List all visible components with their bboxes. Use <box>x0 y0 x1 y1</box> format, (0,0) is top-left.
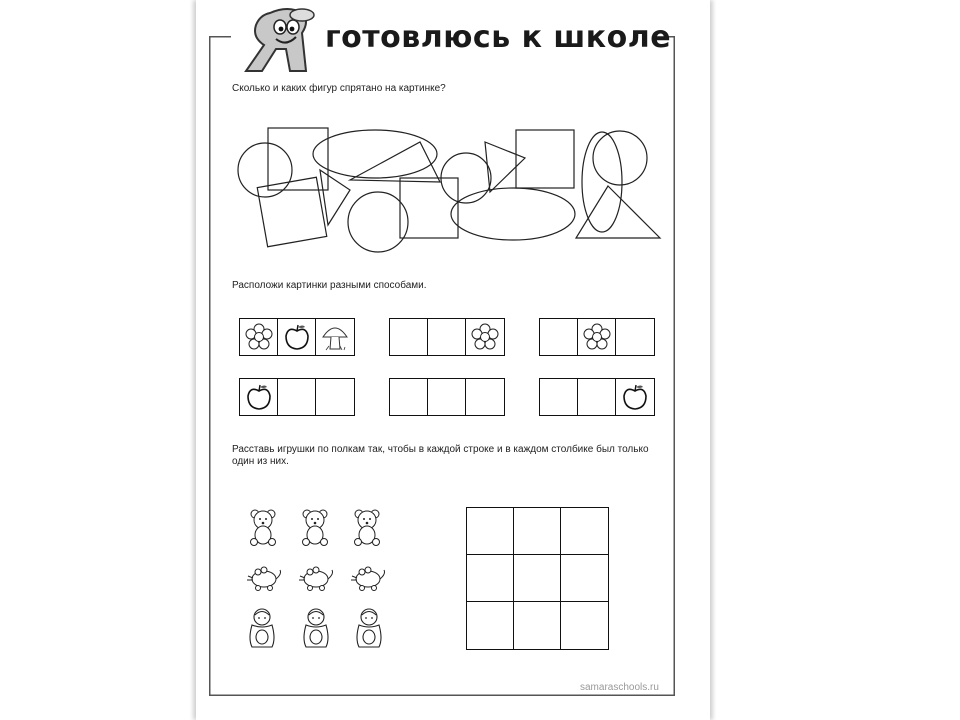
picture-strip <box>389 378 505 416</box>
apple-icon <box>244 382 274 412</box>
strip-cell[interactable] <box>390 319 428 355</box>
strip-cell[interactable] <box>578 319 616 355</box>
shelf-cell[interactable] <box>467 602 514 649</box>
shelf-grid <box>466 507 609 650</box>
picture-strip <box>239 378 355 416</box>
strip-cell[interactable] <box>578 379 616 415</box>
shelf-cell[interactable] <box>514 508 561 555</box>
strip-cell[interactable] <box>390 379 428 415</box>
bear-icon <box>248 508 278 546</box>
ellipse-shape <box>313 130 437 178</box>
strip-cell[interactable] <box>616 379 654 415</box>
shelf-cell[interactable] <box>514 555 561 602</box>
mouse-icon <box>244 566 284 592</box>
task-2-text: Расположи картинки разными способами. <box>232 280 427 291</box>
logo-letter: Я <box>242 59 249 70</box>
picture-strip <box>539 318 655 356</box>
strip-cell[interactable] <box>240 379 278 415</box>
square-shape <box>400 178 458 238</box>
task-3-line-1: Расставь игрушки по полкам так, чтобы в каждой строке и в каждом столбике был только <box>232 444 649 455</box>
source-watermark: samaraschools.ru <box>580 682 659 693</box>
task-3-text <box>232 444 672 468</box>
triangle-shape <box>350 142 440 182</box>
shelf-cell[interactable] <box>514 602 561 649</box>
bear-icon <box>300 508 330 546</box>
triangle-shape <box>320 170 350 225</box>
shelf-cell[interactable] <box>561 555 608 602</box>
shelf-cell[interactable] <box>467 555 514 602</box>
strip-cell[interactable] <box>466 319 504 355</box>
mouse-icon <box>296 566 336 592</box>
strip-cell[interactable] <box>616 319 654 355</box>
ellipse-shape <box>451 188 575 240</box>
picture-strip <box>389 318 505 356</box>
circle-shape <box>348 192 408 252</box>
doll-icon <box>246 607 278 651</box>
page-title: готовлюсь к школе <box>325 20 672 55</box>
bear-icon <box>352 508 382 546</box>
task-3-line-2: один из них. <box>232 456 289 467</box>
circle-shape <box>238 143 292 197</box>
strip-cell[interactable] <box>278 319 316 355</box>
strip-cell[interactable] <box>316 319 354 355</box>
strip-cell[interactable] <box>278 379 316 415</box>
strip-cell[interactable] <box>428 319 466 355</box>
apple-icon <box>620 382 650 412</box>
shelf-cell[interactable] <box>561 602 608 649</box>
doll-icon <box>353 607 385 651</box>
apple-icon <box>282 322 312 352</box>
strip-cell[interactable] <box>540 379 578 415</box>
triangle-shape <box>485 142 525 192</box>
doll-icon <box>300 607 332 651</box>
task-1-text: Сколько и каких фигур спрятано на картинке? <box>232 83 446 94</box>
flower-icon <box>245 323 273 351</box>
hidden-shapes-figure <box>230 120 670 260</box>
strip-cell[interactable] <box>466 379 504 415</box>
mouse-icon <box>348 566 388 592</box>
strip-cell[interactable] <box>540 319 578 355</box>
shelf-cell[interactable] <box>561 508 608 555</box>
strip-cell[interactable] <box>240 319 278 355</box>
picture-strip <box>239 318 355 356</box>
strip-cell[interactable] <box>316 379 354 415</box>
mushroom-icon <box>320 321 350 353</box>
flower-icon <box>471 323 499 351</box>
shelf-cell[interactable] <box>467 508 514 555</box>
letter-ya-mascot-logo <box>240 5 322 77</box>
ellipse-shape <box>582 132 622 232</box>
strip-cell[interactable] <box>428 379 466 415</box>
flower-icon <box>583 323 611 351</box>
picture-strip <box>539 378 655 416</box>
